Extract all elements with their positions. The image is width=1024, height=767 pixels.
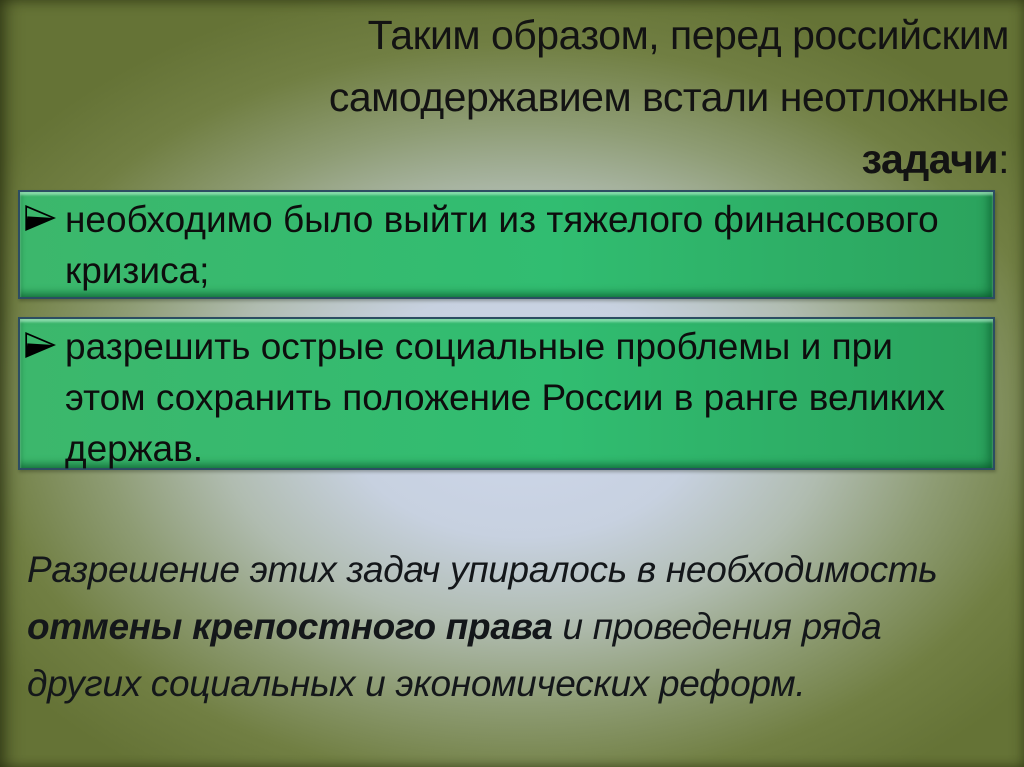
task-line: держав. xyxy=(65,428,204,469)
conclusion-paragraph xyxy=(27,541,1006,712)
conclusion-bold-segment: отмены крепостного права xyxy=(27,606,553,647)
conclusion-segment: других социальных и экономических реформ. xyxy=(27,663,806,704)
title-emphasis: задачи xyxy=(861,136,999,182)
title-colon: : xyxy=(998,136,1009,182)
task-box-financial-crisis xyxy=(18,190,995,299)
task-line: разрешить острые социальные проблемы и при xyxy=(65,326,893,367)
title-line-2: самодержавием встали неотложные xyxy=(328,74,1009,120)
title-line-3 xyxy=(30,128,1009,190)
conclusion-segment: и проведения ряда xyxy=(552,606,882,647)
arrowhead-bullet-icon xyxy=(23,197,57,231)
task-line: этом сохранить положение России в ранге великих xyxy=(65,377,945,418)
conclusion-line-2 xyxy=(27,598,1006,655)
task-box-text xyxy=(65,194,985,296)
conclusion-line-3 xyxy=(27,655,1006,712)
title-line-1: Таким образом, перед российским xyxy=(367,12,1009,58)
slide-title xyxy=(30,4,1009,190)
task-box-social-problems xyxy=(18,317,995,470)
task-line: необходимо было выйти из тяжелого финансового xyxy=(65,199,939,240)
conclusion-line-1 xyxy=(27,541,1006,598)
conclusion-segment: Разрешение этих задач упиралось в необходимость xyxy=(27,549,938,590)
task-box-text xyxy=(65,321,985,474)
arrowhead-bullet-icon xyxy=(23,324,57,358)
task-line: кризиса; xyxy=(65,250,210,291)
